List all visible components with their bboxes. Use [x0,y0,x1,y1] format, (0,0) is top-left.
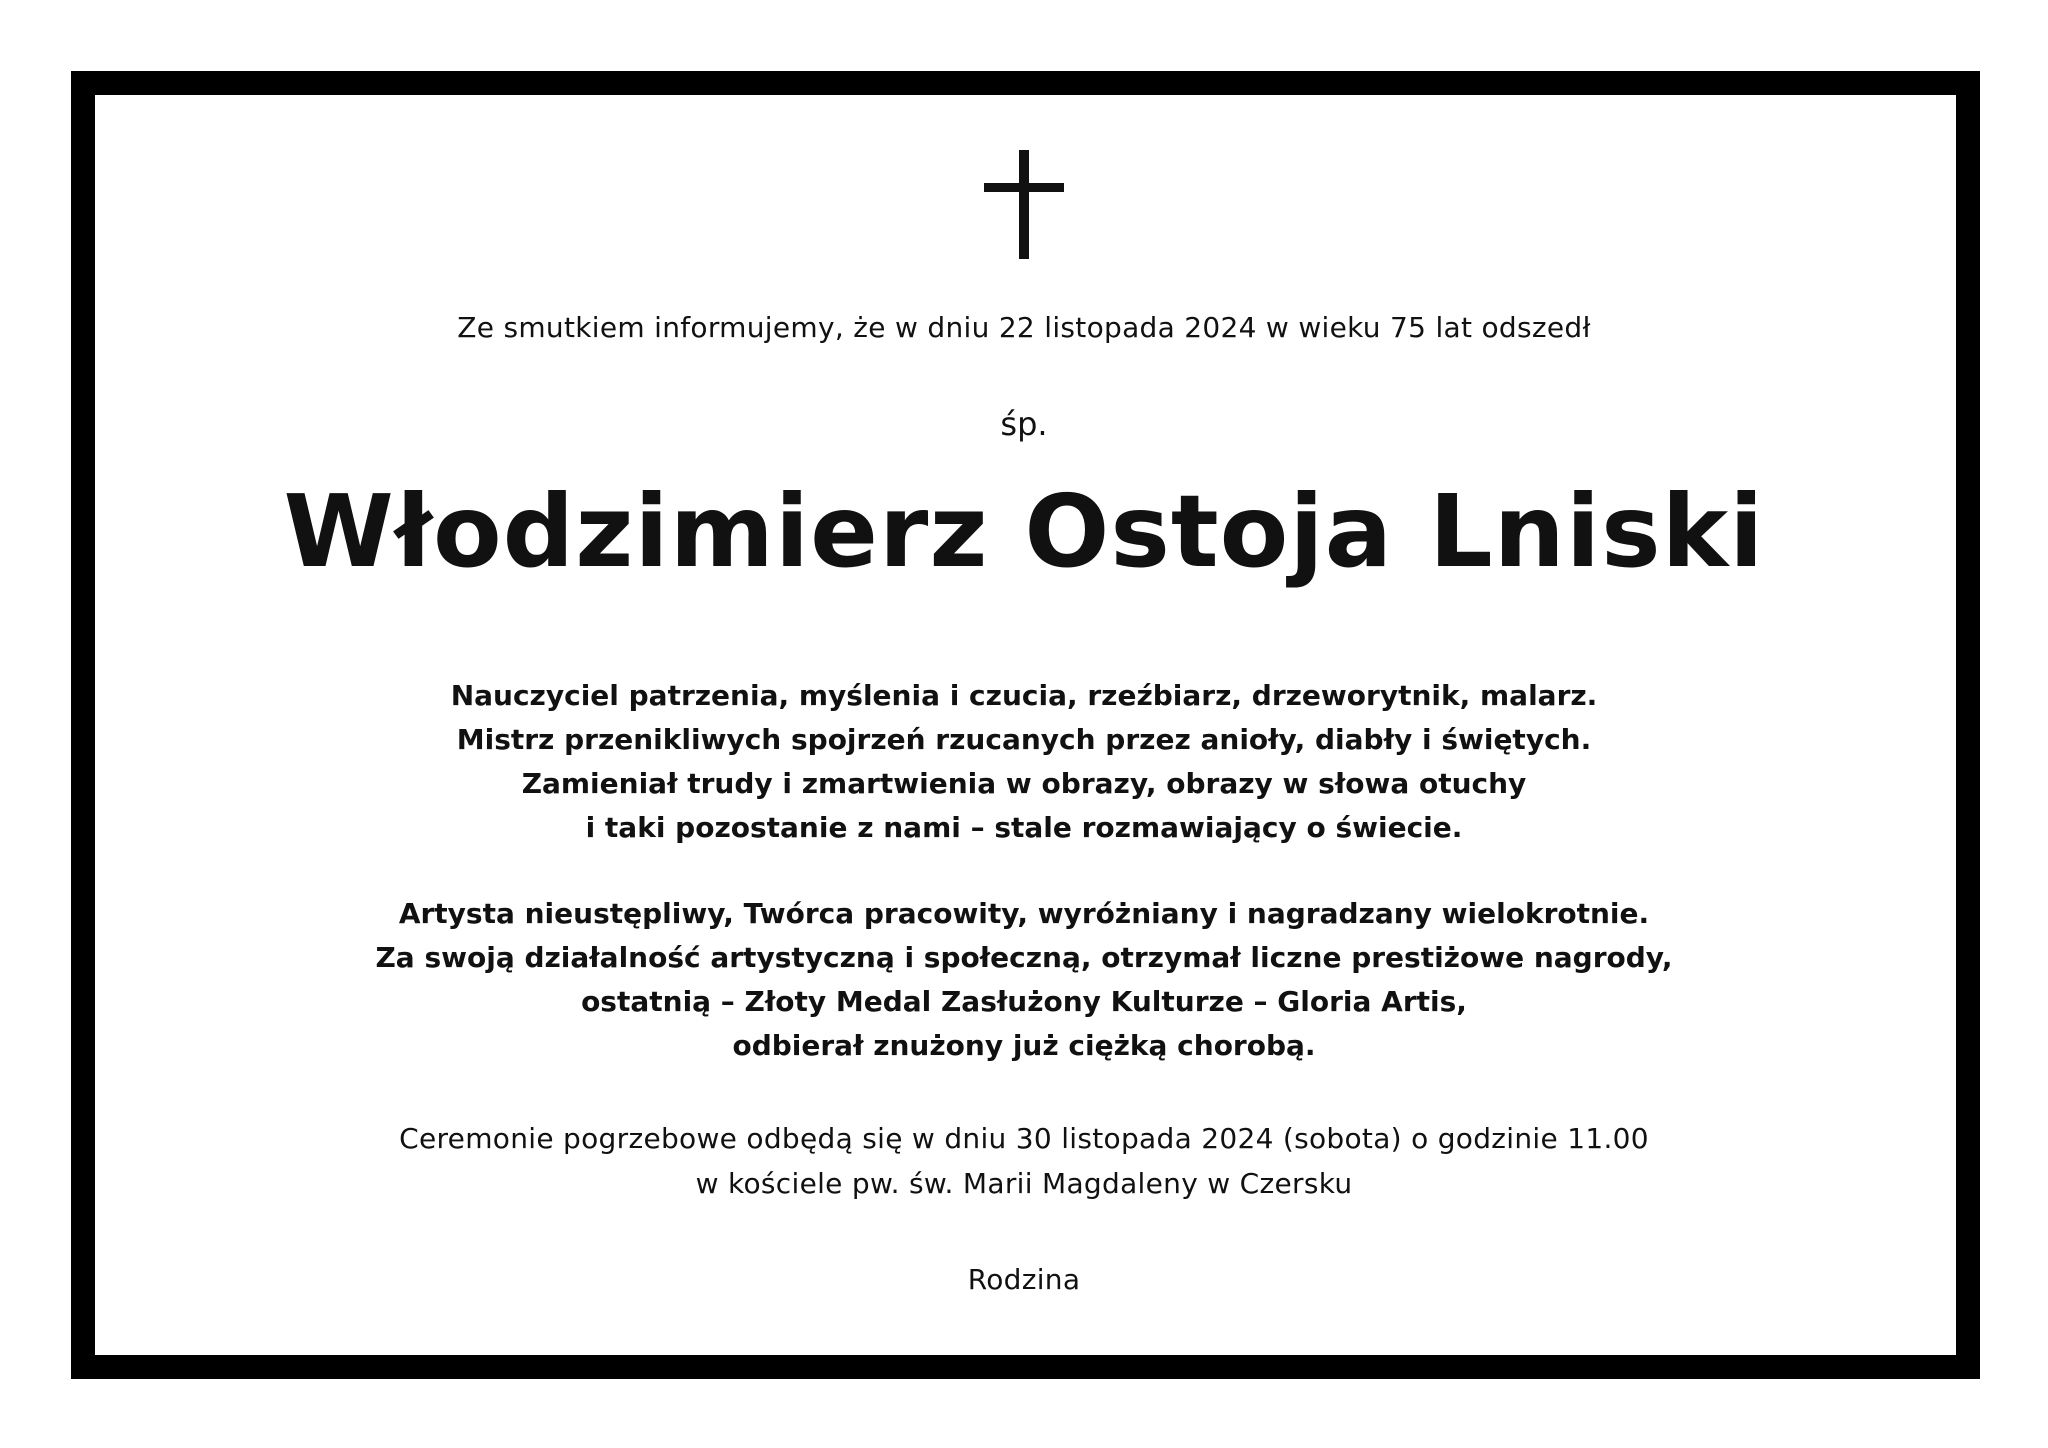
ceremony-line: Ceremonie pogrzebowe odbędą się w dniu 30 listopada 2024 (sobota) o godzinie 11.00 [399,1122,1649,1155]
tribute-paragraph-2 [0,892,2048,1068]
tribute-line: Za swoją działalność artystyczną i społeczną, otrzymał liczne prestiżowe nagrody, [375,941,1673,974]
tribute-paragraph-1 [0,674,2048,850]
signature: Rodzina [967,1263,1081,1296]
cross-icon [984,150,1064,259]
tribute-line: Zamieniał trudy i zmartwienia w obrazy, obrazy w słowa otuchy [521,767,1527,800]
tribute-line: Mistrz przenikliwych spojrzeń rzucanych przez anioły, diabły i świętych. [456,723,1592,756]
ceremony-info [0,1116,2048,1206]
honorific: śp. [1000,405,1048,443]
tribute-line: Nauczyciel patrzenia, myślenia i czucia, rzeźbiarz, drzeworytnik, malarz. [450,679,1598,712]
deceased-name: Włodzimierz Ostoja Lniski [283,473,1765,590]
tribute-line: i taki pozostanie z nami – stale rozmawiający o świecie. [585,811,1463,844]
intro-text: Ze smutkiem informujemy, że w dniu 22 listopada 2024 w wieku 75 lat odszedł [457,311,1591,344]
tribute-line: ostatnią – Złoty Medal Zasłużony Kulturze – Gloria Artis, [581,985,1467,1018]
ceremony-line: w kościele pw. św. Marii Magdaleny w Czersku [695,1167,1353,1200]
tribute-line: odbierał znużony już ciężką chorobą. [732,1029,1316,1062]
tribute-line: Artysta nieustępliwy, Twórca pracowity, wyróżniany i nagradzany wielokrotnie. [398,897,1650,930]
